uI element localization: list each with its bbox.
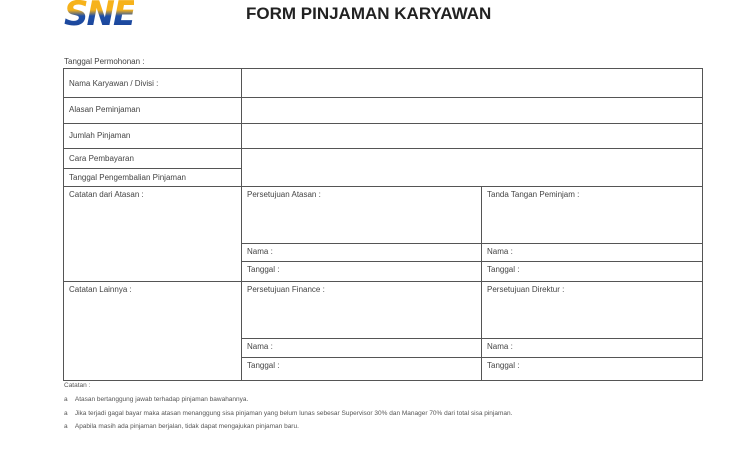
tanggal-peminjam[interactable]: Tanggal : (481, 261, 703, 282)
note-item (64, 423, 299, 430)
field-label-jumlah: Jumlah Pinjaman (63, 123, 242, 149)
field-label-cara: Cara Pembayaran (63, 148, 242, 169)
bullet: a (64, 423, 68, 430)
nama-finance[interactable]: Nama : (241, 338, 482, 358)
nama-atasan[interactable]: Nama : (241, 243, 482, 262)
note-item (64, 396, 248, 403)
field-input-pembayaran[interactable] (241, 148, 703, 187)
field-input-nama[interactable] (241, 68, 703, 98)
tanda-tangan-peminjam[interactable]: Tanda Tangan Peminjam : (481, 186, 703, 244)
page-title: FORM PINJAMAN KARYAWAN (246, 4, 492, 23)
tanggal-permohonan-label: Tanggal Permohonan : (64, 57, 145, 66)
field-label-alasan: Alasan Peminjaman (63, 97, 242, 124)
field-label-nama: Nama Karyawan / Divisi : (63, 68, 242, 98)
tanggal-direktur[interactable]: Tanggal : (481, 357, 703, 381)
nama-peminjam[interactable]: Nama : (481, 243, 703, 262)
logo: SNE (64, 0, 134, 34)
note-text: Apabila masih ada pinjaman berjalan, tidak dapat mengajukan pinjaman baru. (74, 423, 299, 430)
note-text: Atasan bertanggung jawab terhadap pinjaman bawahannya. (74, 396, 249, 403)
field-input-alasan[interactable] (241, 97, 703, 124)
field-label-tanggal-pengembalian: Tanggal Pengembalian Pinjaman (63, 168, 242, 187)
persetujuan-finance[interactable]: Persetujuan Finance : (241, 281, 482, 339)
field-input-jumlah[interactable] (241, 123, 703, 149)
note-text: Jika terjadi gagal bayar maka atasan menanggung sisa pinjaman yang belum lunas sebesar Supervisor 30% dan Manager 70% dari total sisa pinjaman. (74, 410, 513, 417)
tanggal-finance[interactable]: Tanggal : (241, 357, 482, 381)
catatan-lainnya[interactable]: Catatan Lainnya : (63, 281, 242, 381)
bullet: a (64, 396, 68, 403)
note-item (64, 410, 512, 417)
notes-title: Catatan : (64, 382, 91, 389)
persetujuan-direktur[interactable]: Persetujuan Direktur : (481, 281, 703, 339)
tanggal-atasan[interactable]: Tanggal : (241, 261, 482, 282)
catatan-atasan[interactable]: Catatan dari Atasan : (63, 186, 242, 282)
bullet: a (64, 410, 68, 417)
persetujuan-atasan[interactable]: Persetujuan Atasan : (241, 186, 482, 244)
nama-direktur[interactable]: Nama : (481, 338, 703, 358)
